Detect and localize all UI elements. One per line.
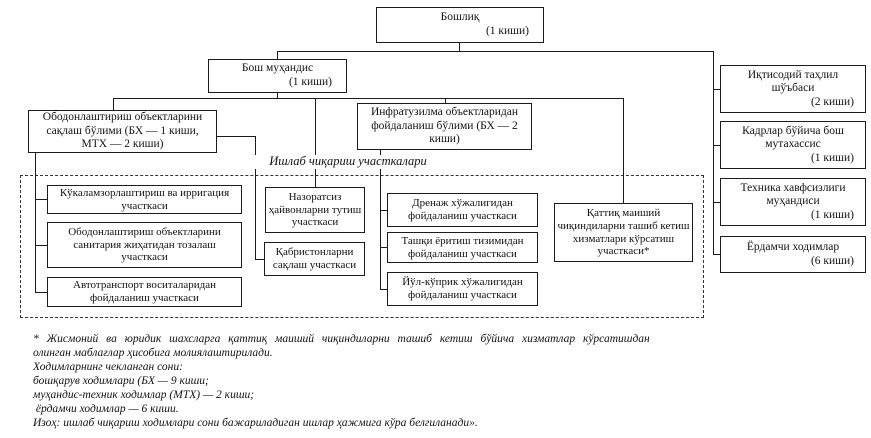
box-title: Кадрлар бўйича бош мутахассис	[742, 124, 844, 151]
org-box-solid-waste-section	[554, 203, 693, 262]
connector-line	[713, 51, 714, 255]
box-title: Қаттиқ маиший чиқиндиларни ташиб кетиш хизматлари кўрсатиш участкаси*	[557, 207, 690, 258]
org-box-cemeteries-section	[264, 242, 365, 276]
org-box-safety-engineer	[720, 178, 866, 226]
org-box-street-lighting-section	[387, 232, 538, 263]
box-title: Дренаж хўжалигидан фойдаланиш участкаси	[408, 197, 517, 222]
org-box-greening-irrigation-section	[47, 185, 242, 214]
org-box-chief-engineer	[208, 59, 347, 93]
box-count: (6 киши)	[810, 254, 854, 267]
box-title: Бош муҳандис	[241, 62, 314, 75]
org-box-economic-analysis	[720, 65, 866, 113]
org-box-support-staff	[720, 236, 866, 273]
box-title: Ёрдамчи ходимлар	[746, 240, 840, 253]
footnote-line: ёрдамчи ходимлар — 6 киши.	[33, 403, 179, 415]
connector-line	[113, 98, 624, 99]
box-title: Техника хавфсизлиги муҳандиси	[740, 181, 846, 208]
box-count: (1 киши)	[810, 151, 854, 164]
org-box-landscaping-maintenance-dept	[28, 110, 217, 153]
box-title: Бошлиқ	[440, 11, 480, 24]
org-box-sanitary-cleaning-section	[47, 222, 242, 268]
box-count: (1 киши)	[810, 208, 854, 221]
box-title: Ташқи ёритиш тизимидан фойдаланиш участкаси	[401, 234, 524, 260]
org-box-infrastructure-dept	[357, 103, 532, 150]
connector-line	[315, 98, 316, 188]
org-box-road-bridge-section	[387, 272, 538, 306]
box-count: (1 киши)	[288, 76, 332, 88]
box-count: (2 киши)	[810, 95, 854, 108]
box-title: Йўл-кўприк хўжалигидан фойдаланиш участкаси	[402, 276, 523, 301]
box-count: (1 киши)	[485, 25, 529, 37]
box-title: Ободонлаштириш объектларини сақлаш бўлими (БХ — 1 киши, МТХ — 2 киши)	[42, 111, 203, 151]
footnote-line: * Жисмоний ва юридик шахсларга қаттиқ маиший чиқиндиларни ташиб кетиш бўйича хизматлар кўрсатишдан	[33, 333, 650, 345]
box-title: Кўкаламзорлаштириш ва ирригация участкаси	[59, 186, 230, 212]
footnote-line: бошқарув ходимлари (БХ — 9 киши;	[33, 375, 209, 387]
footnote-line: муҳандис-техник ходимлар (МТХ) — 2 киши;	[33, 389, 255, 401]
org-box-director	[376, 7, 544, 43]
footnote-line: Ходимларнинг чекланган сони:	[33, 361, 183, 373]
footnote	[33, 332, 743, 430]
org-box-drainage-section	[387, 193, 538, 227]
org-box-vehicles-section	[47, 277, 242, 307]
box-title: Қабристонларни сақлаш участкаси	[272, 246, 357, 271]
connector-line	[277, 51, 714, 52]
connector-line	[35, 152, 36, 293]
box-title: Иқтисодий таҳлил шўъбаси	[747, 68, 839, 95]
box-title: Автотранспорт воситаларидан фойдаланиш участкаси	[73, 279, 216, 304]
production-sections-label: Ишлаб чиқариш участкалари	[248, 155, 448, 169]
box-title: Назоратсиз ҳайвонларни тутиш участкаси	[268, 190, 362, 229]
box-title: Ободонлаштириш объектларини санитария жиҳатидан тозалаш участкаси	[68, 225, 221, 264]
footnote-line: Изоҳ: ишлаб чиқариш ходимлари сони бажариладиган ишлар ҳажмига кўра белгиланади».	[33, 417, 478, 429]
footnote-line: олинган маблағлар ҳисобига молиялаштирилади.	[33, 347, 273, 359]
connector-line	[623, 98, 624, 204]
org-box-stray-animals-section	[265, 187, 365, 233]
connector-line	[216, 136, 256, 137]
connector-line	[380, 149, 381, 290]
box-title: Инфратузилма объектларидан фойдаланиш бўлими (БХ — 2 киши)	[370, 106, 519, 146]
org-box-hr-specialist	[720, 121, 866, 169]
